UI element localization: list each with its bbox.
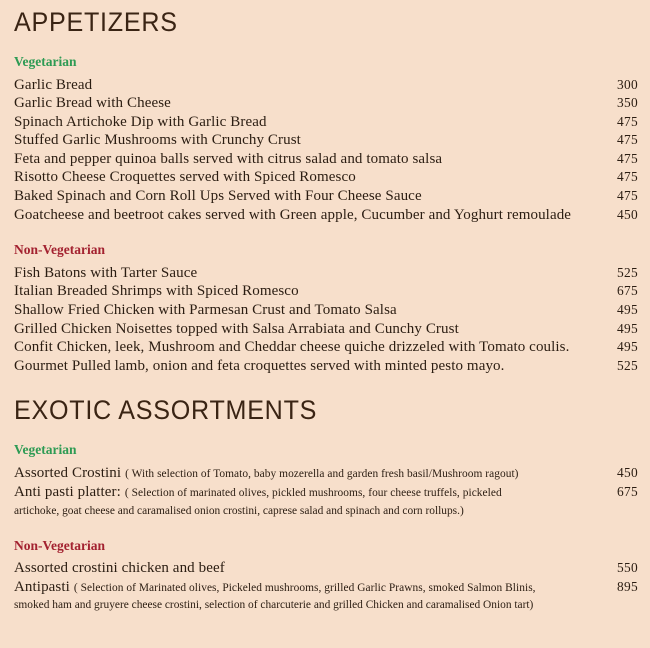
section-title-exotic-assortments: EXOTIC ASSORTMENTS [14,395,318,426]
menu-item-price: 525 [617,357,638,373]
menu-item-name: Italian Breaded Shrimps with Spiced Romesco [14,283,299,300]
menu-item-row[interactable] [14,113,638,132]
menu-item-row[interactable] [14,282,638,301]
menu-item-name: Stuffed Garlic Mushrooms with Crunchy Crust [14,132,301,149]
menu-item-name: Assorted crostini chicken and beef [14,560,225,577]
menu-item-row[interactable] [14,338,638,357]
menu-item-price: 450 [617,206,638,222]
menu-item-row[interactable] [14,559,638,577]
category-label-non-vegetarian: Non-Vegetarian [14,242,105,258]
menu-item-description: ( With selection of Tomato, baby mozerella and garden fresh basil/Mushroom ragout) [125,467,519,480]
item-list-exotic-non-vegetarian [14,559,638,614]
menu-item-text [14,464,604,483]
menu-item-text [14,150,604,169]
menu-item-name: Spinach Artichoke Dip with Garlic Bread [14,113,267,130]
menu-item-name: Baked Spinach and Corn Roll Ups Served with Four Cheese Sauce [14,188,422,205]
menu-item-text [14,483,604,519]
menu-item-name: Assorted Crostini [14,464,122,481]
menu-item-description-continued: artichoke, goat cheese and caramalised onion crostini, caprese salad and spinach and corn rollups.) [14,504,464,517]
menu-item-row[interactable] [14,76,638,95]
menu-item-row[interactable] [14,206,638,225]
menu-item-row[interactable] [14,264,638,283]
menu-item-name: Garlic Bread with Cheese [14,95,171,112]
menu-item-price: 475 [617,132,638,148]
menu-item-description-continued: smoked ham and gruyere cheese crostini, selection of charcuterie and grilled Chicken and caramalised Onion tart) [14,598,534,611]
menu-item-price: 475 [617,169,638,185]
category-label-vegetarian: Vegetarian [14,54,77,69]
menu-item-price: 475 [617,150,638,166]
item-list-appetizers-vegetarian [14,76,638,225]
menu-item-text [14,320,604,339]
menu-item-price: 495 [617,301,638,317]
item-list-appetizers-non-vegetarian [14,264,638,376]
menu-item-name: Risotto Cheese Croquettes served with Spiced Romesco [14,169,356,186]
menu-item-text [14,338,604,357]
menu-item-row[interactable] [14,320,638,339]
section-title-appetizers: APPETIZERS [14,7,178,37]
item-list-exotic-vegetarian [14,464,638,520]
menu-item-name: Gourmet Pulled lamb, onion and feta croquettes served with minted pesto mayo. [14,357,505,374]
menu-item-name: Feta and pepper quinoa balls served with citrus salad and tomato salsa [14,150,443,167]
menu-item-row[interactable] [14,168,638,187]
menu-item-price: 450 [617,464,638,480]
menu-item-text [14,131,604,150]
menu-item-text [14,578,604,614]
menu-item-name: Confit Chicken, leek, Mushroom and Cheddar cheese quiche drizzeled with Tomato coulis. [14,339,570,356]
category-label-non-vegetarian: Non-Vegetarian [14,537,105,553]
menu-item-row[interactable] [14,131,638,150]
menu-item-price: 525 [617,264,638,280]
menu-item-price: 475 [617,113,638,129]
menu-item-price: 895 [617,578,638,594]
menu-item-name: Grilled Chicken Noisettes topped with Salsa Arrabiata and Cunchy Crust [14,320,459,337]
menu-item-name: Fish Batons with Tarter Sauce [14,264,198,281]
menu-item-text [14,76,604,95]
menu-item-row[interactable] [14,301,638,320]
menu-item-row[interactable] [14,578,638,614]
menu-item-description: ( Selection of marinated olives, pickled mushrooms, four cheese truffels, pickeled [124,487,502,500]
menu-item-name: Garlic Bread [14,76,93,93]
menu-item-text [14,264,604,283]
menu-item-text [14,559,604,577]
menu-item-row[interactable] [14,483,638,519]
menu-item-description: ( Selection of Marinated olives, Pickeled mushrooms, grilled Garlic Prawns, smoked Salmon Blinis, [73,581,536,594]
menu-item-text [14,357,604,376]
menu-item-text [14,168,604,187]
menu-item-price: 495 [617,320,638,336]
menu-item-name: Anti pasti platter: [14,484,121,501]
menu-section-exotic-assortments [14,375,638,614]
menu-item-row[interactable] [14,464,638,483]
menu-item-text [14,187,604,206]
menu-item-row[interactable] [14,357,638,376]
menu-item-name: Antipasti [14,578,70,595]
menu-item-price: 350 [617,95,638,111]
menu-item-price: 300 [617,76,638,92]
menu-item-text [14,94,604,113]
menu-item-text [14,113,604,132]
menu-item-text [14,301,604,320]
menu-item-price: 495 [617,339,638,355]
menu-section-appetizers [14,0,638,375]
menu-item-row[interactable] [14,94,638,113]
menu-item-text [14,206,604,225]
menu-item-price: 675 [617,484,638,500]
menu-item-price: 675 [617,283,638,299]
menu-item-text [14,282,604,301]
menu-item-name: Shallow Fried Chicken with Parmesan Crust and Tomato Salsa [14,301,397,318]
menu-item-price: 550 [617,560,638,576]
category-label-vegetarian: Vegetarian [14,442,77,458]
menu-item-price: 475 [617,188,638,204]
menu-item-row[interactable] [14,150,638,169]
menu-item-row[interactable] [14,187,638,206]
menu-item-name: Goatcheese and beetroot cakes served with Green apple, Cucumber and Yoghurt remoulade [14,206,572,223]
